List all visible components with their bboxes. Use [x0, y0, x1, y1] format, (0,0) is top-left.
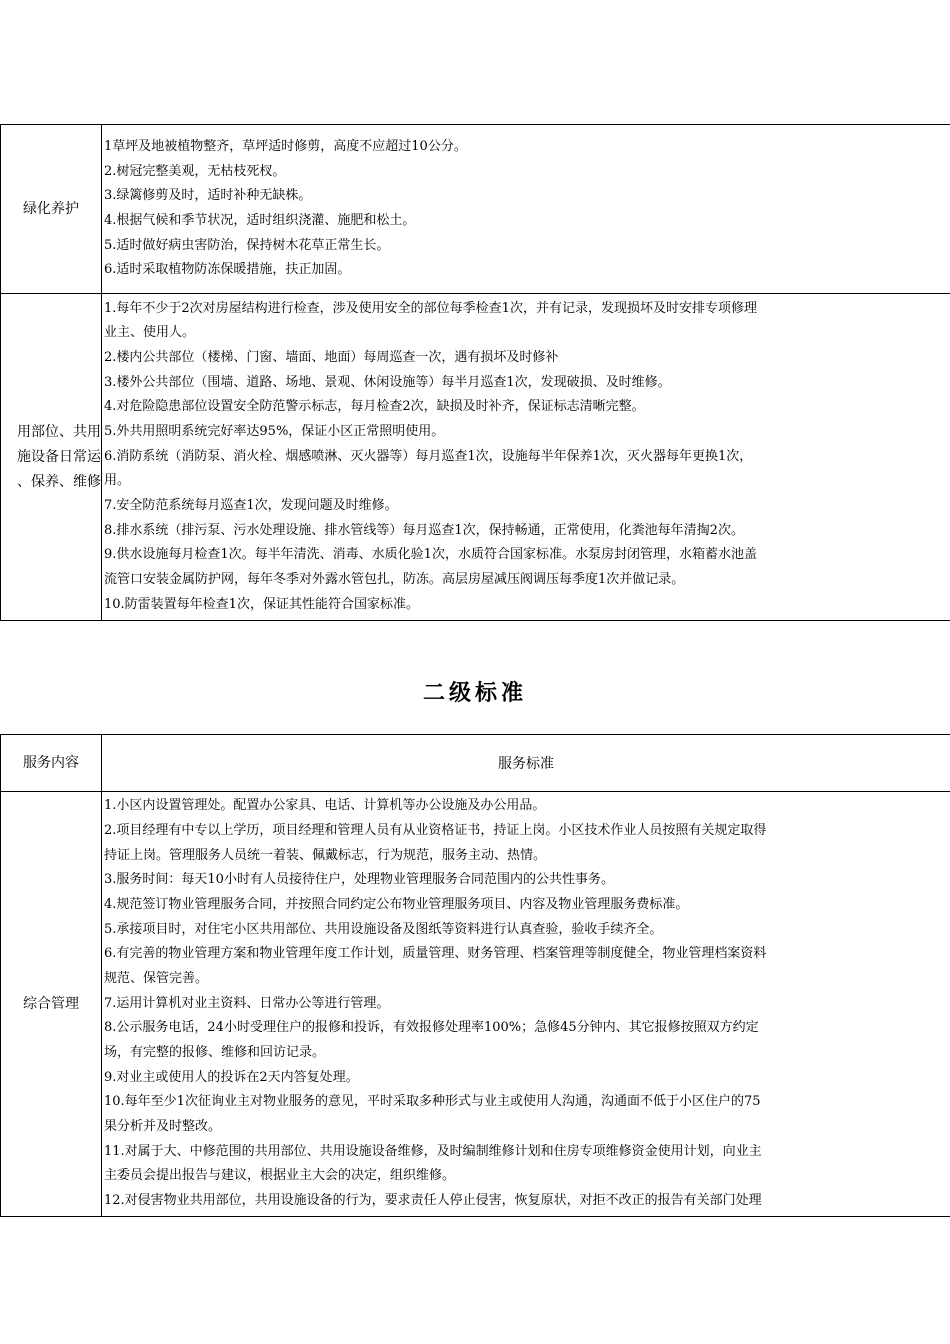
standard-line: 1.每年不少于2次对房屋结构进行检查，涉及使用安全的部位每季检查1次，并有记录，发现损坏及时安排专项修理: [104, 300, 757, 316]
standard-line: 2.项目经理有中专以上学历，项目经理和管理人员有从业资格证书，持证上岗。小区技术作业人员按照有关规定取得: [104, 822, 767, 838]
service-item-label: 绿化养护: [23, 200, 79, 217]
standard-line: 6.有完善的物业管理方案和物业管理年度工作计划，质量管理、财务管理、档案管理等制度健全，物业管理档案资料: [104, 946, 767, 962]
service-item-cell: [1, 792, 102, 1217]
standard-line: 9.供水设施每月检查1次。每半年清洗、消毒、水质化验1次，水质符合国家标准。水泵房封闭管理，水箱蓄水池盖: [104, 547, 757, 563]
standard-line: 2.树冠完整美观，无枯枝死杈。: [104, 163, 286, 179]
service-item-cell: [1, 125, 102, 294]
standard-line: 11.对属于大、中修范围的共用部位、共用设施设备维修，及时编制维修计划和住房专项维修资金使用计划，向业主: [104, 1143, 762, 1159]
standard-line: 业主、使用人。: [104, 325, 196, 341]
service-item-label: 综合管理: [23, 995, 79, 1012]
standard-line: 5.承接项目时，对住宅小区共用部位、共用设施设备及图纸等资料进行认真查验，验收手续齐全。: [104, 921, 663, 937]
standard-line: 场，有完整的报修、维修和回访记录。: [104, 1045, 326, 1061]
service-item-cell: [1, 294, 102, 621]
service-standard-cell: [102, 792, 950, 1217]
standard-line: 4.规范签订物业管理服务合同，并按照合同约定公布物业管理服务项目、内容及物业管理服务费标准。: [104, 896, 689, 912]
standard-line: 果分析并及时整改。: [104, 1119, 222, 1135]
service-standard-cell: [102, 125, 950, 294]
standard-line: 12.对侵害物业共用部位，共用设施设备的行为，要求责任人停止侵害，恢复原状，对拒不改正的报告有关部门处理: [104, 1193, 762, 1209]
header-service-content: 服务内容: [1, 735, 102, 792]
standard-line: 5.适时做好病虫害防治，保持树木花草正常生长。: [104, 237, 390, 253]
standard-line: 1草坪及地被植物整齐，草坪适时修剪，高度不应超过10公分。: [104, 138, 467, 154]
standard-line: 主委员会提出报告与建议，根据业主大会的决定，组织维修。: [104, 1168, 456, 1184]
service-standard-cell: [102, 294, 950, 621]
standard-line: 5.外共用照明系统完好率达95%，保证小区正常照明使用。: [104, 423, 445, 439]
standard-line: 规范、保管完善。: [104, 970, 209, 986]
standard-line: 7.安全防范系统每月巡查1次，发现问题及时维修。: [104, 498, 398, 514]
standard-line: 4.根据气候和季节状况，适时组织浇灌、施肥和松土。: [104, 213, 416, 228]
standards-table-level-2: [0, 734, 950, 1217]
standard-line: 10.防雷装置每年检查1次，保证其性能符合国家标准。: [104, 596, 419, 612]
standard-line: 7.运用计算机对业主资料、日常办公等进行管理。: [104, 995, 390, 1011]
standard-line: 持证上岗。管理服务人员统一着装、佩戴标志，行为规范，服务主动、热情。: [104, 847, 547, 863]
section-title: 二级标准: [422, 681, 527, 706]
standard-line: 6.消防系统（消防泵、消火栓、烟感喷淋、灭火器等）每月巡查1次，设施每半年保养1次，灭火器每年更换1次，: [104, 448, 753, 464]
standard-line: 3.楼外公共部位（围墙、道路、场地、景观、休闲设施等）每半月巡查1次，发现破损、及时维修。: [104, 374, 671, 390]
service-item-label: 施设备日常运: [17, 448, 101, 465]
standard-line: 2.楼内公共部位（楼梯、门窗、墙面、地面）每周巡查一次，遇有损坏及时修补: [104, 349, 559, 365]
header-service-standard: 服务标准: [102, 735, 950, 792]
standard-line: 1.小区内设置管理处。配置办公家具、电话、计算机等办公设施及办公用品。: [104, 798, 546, 814]
standard-line: 用。: [104, 473, 131, 489]
table-row: [1, 294, 950, 621]
standard-line: 3.绿篱修剪及时，适时补种无缺株。: [104, 188, 312, 204]
table-row: [1, 792, 950, 1217]
standard-line: 3.服务时间：每天10小时有人员接待住户，处理物业管理服务合同范围内的公共性事务。: [104, 872, 614, 888]
standard-line: 6.适时采取植物防冻保暖措施，扶正加固。: [104, 262, 351, 278]
standard-line: 9.对业主或使用人的投诉在2天内答复处理。: [104, 1069, 359, 1085]
table-header-row: [1, 735, 950, 792]
standards-table-level-1: [0, 124, 950, 621]
service-item-label: 、保养、维修: [17, 473, 101, 490]
table-row: [1, 125, 950, 294]
standard-line: 8.排水系统（排污泵、污水处理设施、排水管线等）每月巡查1次，保持畅通，正常使用，化粪池每年清掏2次。: [104, 522, 744, 538]
service-item-label: 用部位、共用: [17, 423, 101, 440]
standard-line: 4.对危险隐患部位设置安全防范警示标志，每月检查2次，缺损及时补齐，保证标志清晰完整。: [104, 399, 645, 415]
standard-line: 流管口安装金属防护网，每年冬季对外露水管包扎，防冻。高层房屋减压阀调压每季度1次并做记录。: [104, 572, 685, 588]
standard-line: 10.每年至少1次征询业主对物业服务的意见，平时采取多种形式与业主或使用人沟通，沟通面不低于小区住户的75: [104, 1094, 761, 1110]
standard-line: 8.公示服务电话，24小时受理住户的报修和投诉，有效报修处理率100%；急修45分钟内、其它报修按照双方约定: [104, 1020, 759, 1036]
